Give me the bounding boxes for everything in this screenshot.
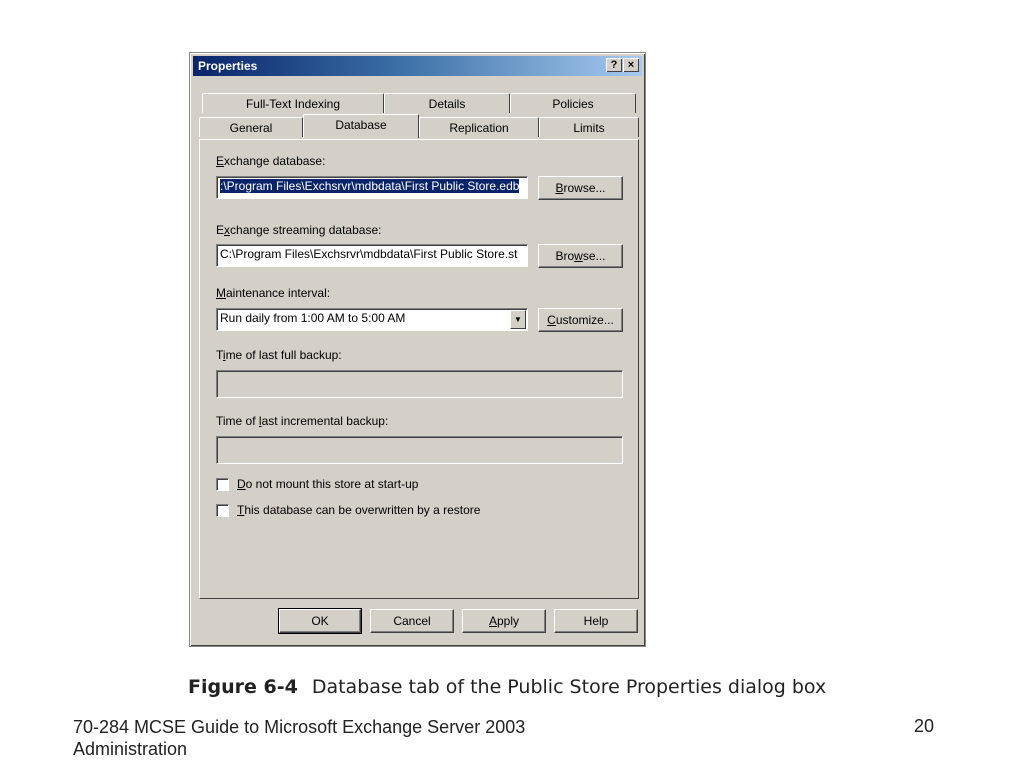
footer-line-2: Administration [73,739,188,759]
help-icon[interactable]: ? [606,58,622,72]
tab-policies[interactable]: Policies [510,93,636,113]
exchange-database-input[interactable]: :\Program Files\Exchsrvr\mdbdata\First Public Store.edb [216,176,528,199]
overwrite-restore-checkbox[interactable] [216,504,229,517]
apply-button[interactable]: Apply [462,609,546,633]
tab-replication[interactable]: Replication [419,117,539,137]
browse-database-button[interactable]: Browse... [538,176,623,200]
do-not-mount-checkbox[interactable] [216,478,229,491]
tab-details[interactable]: Details [384,93,510,113]
help-button[interactable]: Help [554,609,638,633]
browse-streaming-button[interactable]: Browse... [538,244,623,268]
page-number: 20 [914,716,935,736]
incremental-backup-label: Time of last incremental backup: [216,414,389,428]
close-icon[interactable]: × [623,58,639,72]
slide-footer [73,716,693,760]
footer-line-1: 70-284 MCSE Guide to Microsoft Exchange Server 2003 [73,717,526,737]
dialog-title: Properties [198,59,258,73]
tab-full-text-indexing[interactable]: Full-Text Indexing [202,93,384,113]
streaming-database-input[interactable]: C:\Program Files\Exchsrvr\mdbdata\First Public Store.st [216,244,528,267]
figure-text: Database tab of the Public Store Properties dialog box [311,676,827,698]
streaming-database-label: Exchange streaming database: [216,223,382,237]
exchange-database-label: Exchange database: [216,154,326,168]
figure-caption [188,676,826,698]
title-bar[interactable] [193,56,642,76]
figure-number: Figure 6-4 [188,676,298,698]
ok-button[interactable]: OK [279,609,361,633]
maintenance-interval-label: Maintenance interval: [216,286,331,300]
maintenance-interval-select[interactable]: Run daily from 1:00 AM to 5:00 AM ▼ [216,308,528,331]
full-backup-label: Time of last full backup: [216,348,342,362]
tab-database[interactable]: Database [303,114,419,138]
tab-general[interactable]: General [199,117,303,137]
incremental-backup-field [216,436,623,464]
chevron-down-icon[interactable]: ▼ [510,310,526,329]
customize-button[interactable]: Customize... [538,308,623,332]
do-not-mount-label[interactable]: Do not mount this store at start-up [237,477,419,491]
full-backup-field [216,370,623,398]
tab-limits[interactable]: Limits [539,117,639,137]
database-tab-panel [199,139,639,599]
properties-dialog [189,52,646,647]
cancel-button[interactable]: Cancel [370,609,454,633]
overwrite-restore-label[interactable]: This database can be overwritten by a restore [237,503,481,517]
